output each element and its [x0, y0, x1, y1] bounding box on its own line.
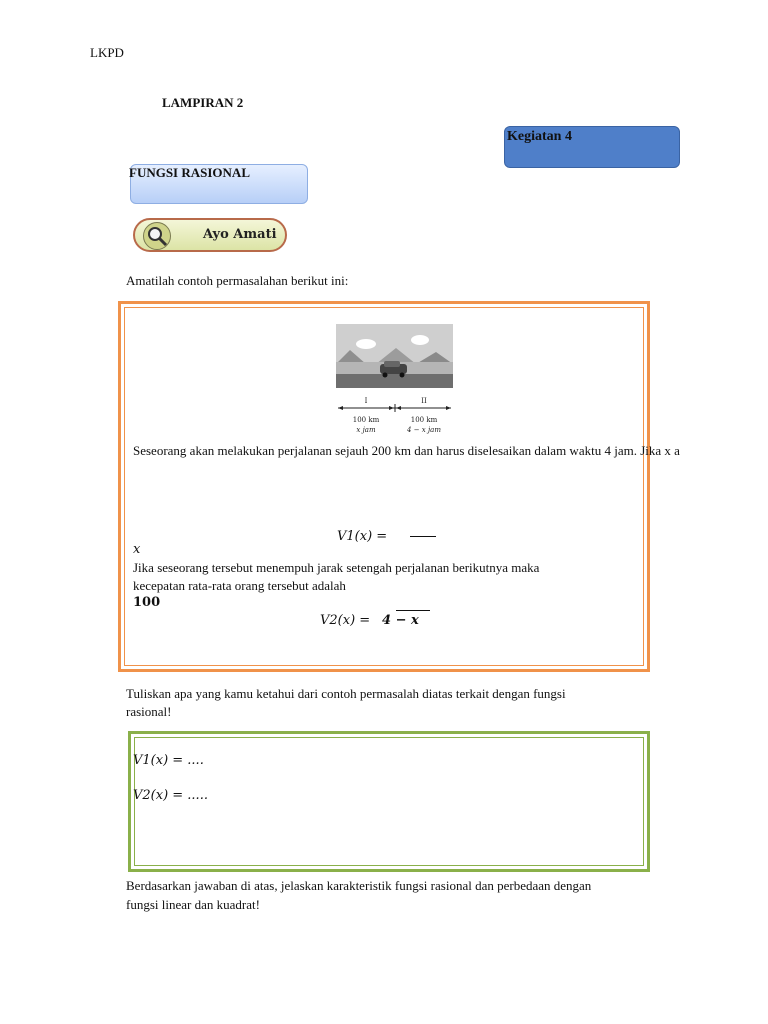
- question-1-line-2: rasional!: [126, 704, 172, 719]
- segment-2-time: 4 − x jam: [407, 426, 441, 434]
- ayo-amati-badge: [133, 218, 287, 252]
- v1-formula: V1(x) =: [337, 529, 388, 544]
- segment-2-distance: 100 km: [410, 416, 438, 424]
- intro-text: Amatilah contoh permasalahan berikut ini:: [126, 273, 349, 288]
- question-2-line-2: fungsi linear dan kuadrat!: [126, 897, 260, 912]
- x-variable: x: [133, 542, 141, 557]
- v1-fraction-bar: [410, 536, 436, 537]
- question-1-line-1: Tuliskan apa yang kamu ketahui dari contoh permasalah diatas terkait dengan fungsi: [126, 686, 566, 701]
- road-scene-illustration: [336, 324, 453, 437]
- answer-v2: V2(x) = .....: [133, 788, 208, 803]
- section-title: FUNGSI RASIONAL: [129, 165, 250, 180]
- segment-2-label: II: [421, 397, 427, 405]
- segment-1-distance: 100 km: [352, 416, 380, 424]
- question-2-line-1: Berdasarkan jawaban di atas, jelaskan karakteristik fungsi rasional dan perbedaan dengan: [126, 878, 592, 893]
- problem-line-2: Jika seseorang tersebut menempuh jarak setengah perjalanan berikutnya maka: [133, 560, 540, 575]
- section-title-box: [130, 164, 308, 204]
- problem-line-1: Seseorang akan melakukan perjalanan sejauh 200 km dan harus diselesaikan dalam waktu 4 jam. Jika x a: [133, 443, 680, 458]
- kegiatan-label: Kegiatan 4: [507, 129, 572, 144]
- lampiran-title: LAMPIRAN 2: [162, 95, 244, 110]
- answer-v1: V1(x) = ....: [133, 753, 204, 768]
- v2-fraction-bar: [396, 610, 430, 611]
- numerator-100: 100: [133, 595, 161, 610]
- magnifier-icon: [143, 222, 171, 250]
- lkpd-label: LKPD: [90, 45, 124, 60]
- kegiatan-box: [504, 126, 680, 168]
- v2-denominator: 4 − x: [382, 613, 419, 628]
- v2-formula: V2(x) =: [320, 613, 371, 628]
- segment-1-time: x jam: [356, 426, 376, 434]
- ayo-amati-label: Ayo Amati: [203, 227, 277, 242]
- segment-1-label: I: [364, 397, 368, 405]
- problem-line-3: kecepatan rata-rata orang tersebut adalah: [133, 578, 346, 593]
